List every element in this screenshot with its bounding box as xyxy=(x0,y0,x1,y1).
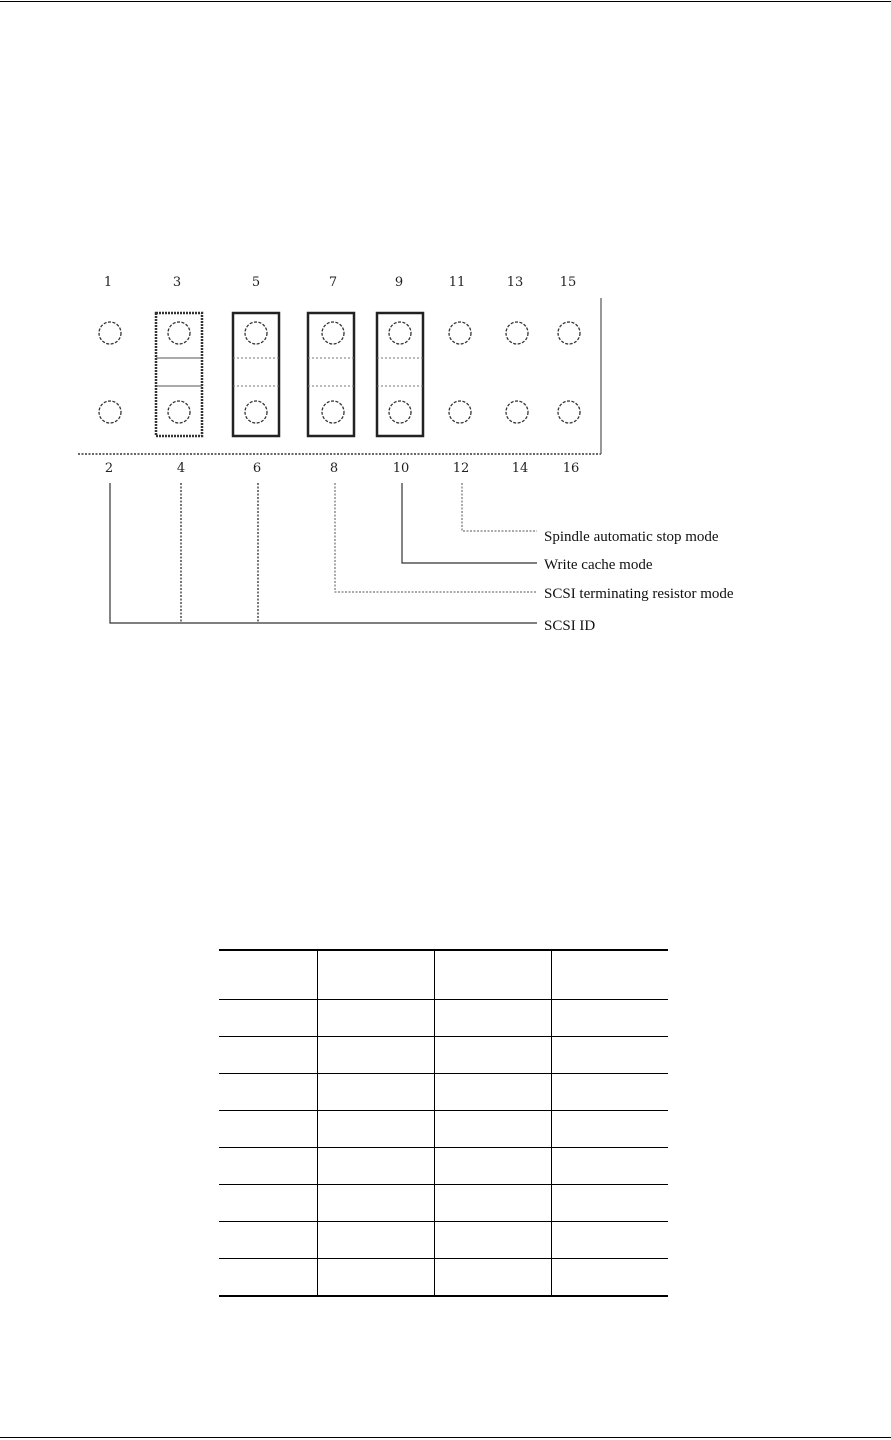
pin-label-12: 12 xyxy=(452,461,470,476)
table-row xyxy=(219,1222,668,1259)
table-row xyxy=(219,1111,668,1148)
table-cell xyxy=(434,1148,551,1185)
pin-label-6: 6 xyxy=(252,461,262,476)
leader-write-cache xyxy=(402,483,537,563)
table-cell xyxy=(219,1037,317,1074)
table-cell xyxy=(317,1148,434,1185)
table-cell xyxy=(317,1037,434,1074)
table-cell xyxy=(551,1000,668,1037)
table-cell xyxy=(317,1111,434,1148)
jumper-plug-3-4 xyxy=(156,313,202,436)
leader-terminating-resistor xyxy=(335,483,537,592)
pin-hole-6 xyxy=(245,401,267,423)
pin-hole-15 xyxy=(558,322,580,344)
pin-label-1: 1 xyxy=(103,275,113,290)
table-cell xyxy=(551,1185,668,1222)
table-cell xyxy=(434,950,551,1000)
table-cell xyxy=(219,1222,317,1259)
table-cell xyxy=(551,1037,668,1074)
pin-label-5: 5 xyxy=(251,275,261,290)
pin-hole-13 xyxy=(506,322,528,344)
table-cell xyxy=(317,950,434,1000)
jumper-setting-diagram xyxy=(0,0,891,700)
table-cell xyxy=(434,1000,551,1037)
top-pin-labels xyxy=(104,275,576,290)
pin-hole-14 xyxy=(506,401,528,423)
pin-hole-11 xyxy=(449,322,471,344)
pin-label-7: 7 xyxy=(328,275,338,290)
table-cell xyxy=(219,1074,317,1111)
table-cell xyxy=(317,1074,434,1111)
pin-hole-10 xyxy=(389,401,411,423)
pin-hole-3 xyxy=(168,322,190,344)
pin-hole-2 xyxy=(99,401,121,423)
callout-terminating-resistor: SCSI terminating resistor mode xyxy=(544,586,734,602)
table-cell xyxy=(317,1259,434,1297)
pin-label-16: 16 xyxy=(562,461,580,476)
table-cell xyxy=(551,950,668,1000)
pin-label-9: 9 xyxy=(394,275,404,290)
pin-hole-12 xyxy=(449,401,471,423)
table-cell xyxy=(434,1074,551,1111)
pin-hole-1 xyxy=(99,322,121,344)
table-cell xyxy=(317,1000,434,1037)
table-cell xyxy=(551,1222,668,1259)
leader-spindle-stop xyxy=(462,483,537,531)
pin-hole-9 xyxy=(389,322,411,344)
pin-hole-5 xyxy=(245,322,267,344)
table-row xyxy=(219,1037,668,1074)
callout-write-cache: Write cache mode xyxy=(544,557,653,573)
callout-leaders xyxy=(110,483,537,623)
leader-scsi-id xyxy=(110,483,537,623)
pin-label-13: 13 xyxy=(506,275,524,290)
table-row xyxy=(219,1000,668,1037)
table-cell xyxy=(551,1074,668,1111)
table-cell xyxy=(317,1185,434,1222)
bottom-pin-labels xyxy=(105,461,579,476)
jumper-plug-7-8 xyxy=(308,313,354,436)
table-cell xyxy=(434,1222,551,1259)
pin-hole-8 xyxy=(322,401,344,423)
pin-label-4: 4 xyxy=(176,461,186,476)
pin-label-15: 15 xyxy=(559,275,577,290)
jumper-plug-5-6 xyxy=(233,313,279,436)
pin-hole-7 xyxy=(322,322,344,344)
pin-label-8: 8 xyxy=(329,461,339,476)
table-cell xyxy=(219,1185,317,1222)
table-cell xyxy=(551,1111,668,1148)
pin-label-14: 14 xyxy=(511,461,529,476)
settings-table xyxy=(219,949,668,1297)
table-row xyxy=(219,1148,668,1185)
table-cell xyxy=(219,1111,317,1148)
table-cell xyxy=(434,1185,551,1222)
pin-label-3: 3 xyxy=(172,275,182,290)
page-bottom-rule xyxy=(0,1437,891,1438)
table-cell xyxy=(219,1259,317,1297)
table-cell xyxy=(219,1000,317,1037)
table-cell xyxy=(434,1259,551,1297)
table-cell xyxy=(551,1259,668,1297)
table-cell xyxy=(219,1148,317,1185)
callout-spindle-stop: Spindle automatic stop mode xyxy=(544,529,719,545)
pin-holes xyxy=(99,322,580,423)
table-cell xyxy=(434,1111,551,1148)
table-row xyxy=(219,1074,668,1111)
table-header-row xyxy=(219,950,668,1000)
table-row xyxy=(219,1185,668,1222)
table-cell xyxy=(317,1222,434,1259)
table-row xyxy=(219,1259,668,1297)
pin-label-10: 10 xyxy=(392,461,410,476)
pin-hole-16 xyxy=(558,401,580,423)
table-cell xyxy=(551,1148,668,1185)
pin-label-2: 2 xyxy=(104,461,114,476)
callout-scsi-id: SCSI ID xyxy=(544,618,596,634)
table-cell xyxy=(434,1037,551,1074)
jumper-plug-9-10 xyxy=(377,313,423,436)
pin-hole-4 xyxy=(168,401,190,423)
pin-label-11: 11 xyxy=(448,275,466,290)
callout-labels xyxy=(544,529,734,634)
table-cell xyxy=(219,950,317,1000)
jumper-plugs xyxy=(156,313,423,436)
